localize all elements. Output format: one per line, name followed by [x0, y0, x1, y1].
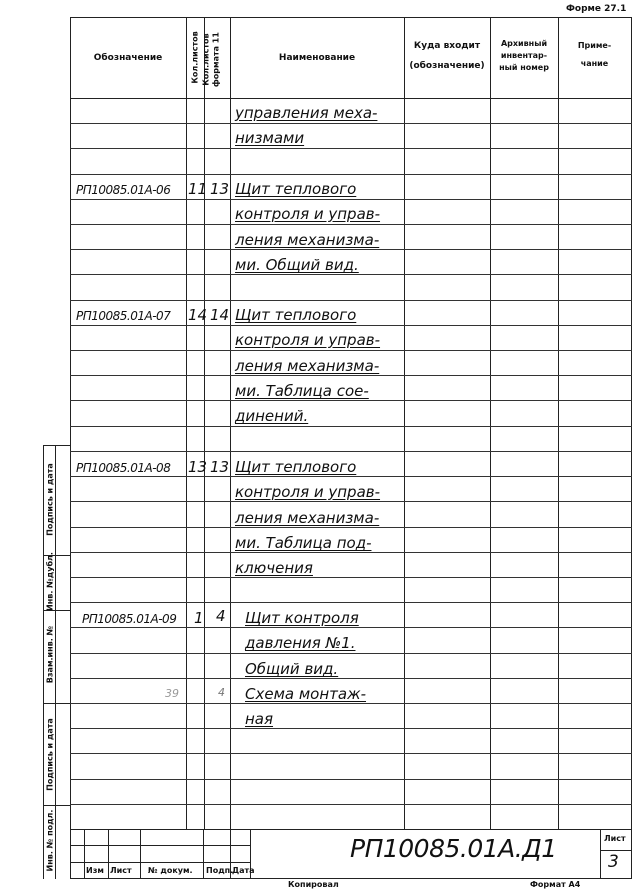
entry-n1: 13	[188, 458, 208, 476]
entry-n2: 13	[210, 458, 230, 476]
row-line	[70, 274, 632, 275]
pencil-mark: 4	[218, 686, 225, 699]
row-line	[70, 577, 632, 578]
doc-code: РП10085.01А.Д1	[350, 834, 557, 863]
row-line	[70, 728, 632, 729]
frame-bottom	[70, 878, 632, 879]
row-line	[70, 199, 632, 200]
entry-code: РП10085.01А-09	[82, 612, 177, 626]
sheet-label: Лист	[604, 834, 626, 843]
side-label-sign-date-top: Подпись и дата	[45, 463, 55, 536]
entry-line: давления №1.	[245, 634, 356, 652]
header-archive: Архивный инвентар- ный номер	[499, 39, 549, 72]
col-doc: № докум.	[148, 866, 193, 875]
side-label-inv-orig: Инв. № подл.	[45, 809, 55, 872]
row-line	[70, 804, 632, 805]
row-line	[70, 779, 632, 780]
row-line	[70, 451, 632, 452]
header-sheet-count: Кол.листов	[190, 31, 200, 84]
row-line	[70, 627, 632, 628]
entry-line: низмами	[235, 129, 305, 147]
entry-line: ми. Таблица под-	[235, 534, 372, 552]
entry-n1: 14	[188, 306, 208, 324]
entry-code: РП10085.01А-07	[76, 309, 171, 323]
col-date: Дата	[232, 866, 255, 875]
entry-line: ления механизма-	[235, 357, 380, 375]
row-line	[70, 552, 632, 553]
side-label-sign-date-bottom: Подпись и дата	[45, 718, 55, 791]
entry-line: ная	[245, 710, 274, 728]
entry-line: ключения	[235, 559, 313, 577]
side-strip-left	[43, 445, 44, 879]
pencil-mark: 39	[165, 687, 179, 700]
entry-line: управления меха-	[235, 104, 378, 122]
row-line	[70, 350, 632, 351]
entry-n2: 4	[216, 607, 226, 625]
entry-line: Общий вид.	[245, 660, 339, 678]
row-line	[70, 325, 632, 326]
entry-line: контроля и управ-	[235, 483, 381, 501]
side-label-vzam-inv: Взам.инв. №	[45, 625, 55, 684]
entry-line: ления механизма-	[235, 509, 380, 527]
entry-line: контроля и управ-	[235, 331, 381, 349]
entry-line: ми. Общий вид.	[235, 256, 359, 274]
frame-top	[70, 17, 632, 18]
entry-line: динений.	[235, 407, 309, 425]
entry-line: Щит теплового	[235, 180, 357, 198]
entry-code: РП10085.01А-06	[76, 183, 171, 197]
row-line	[70, 476, 632, 477]
row-line	[70, 123, 632, 124]
entry-line: Щит теплового	[235, 458, 357, 476]
row-line	[70, 375, 632, 376]
entry-code: РП10085.01А-08	[76, 461, 171, 475]
side-label-inv-dubl: Инв. №дубл.	[45, 552, 55, 611]
header-designation: Обозначение	[93, 53, 163, 63]
entry-line: ления механизма-	[235, 231, 380, 249]
entry-line: контроля и управ-	[235, 205, 381, 223]
col-list: Лист	[110, 866, 132, 875]
row-line	[70, 753, 632, 754]
row-line	[70, 501, 632, 502]
footer-format: Формат А4	[530, 880, 581, 889]
entry-n1: 11	[188, 180, 208, 198]
header-bottom	[70, 98, 632, 99]
header-note: Приме- чание	[577, 41, 612, 68]
row-line	[70, 703, 632, 704]
header-name: Наименование	[278, 53, 356, 63]
header-sheet-count-format: Кол.листов формата 11	[201, 32, 220, 88]
entry-line: Щит теплового	[235, 306, 357, 324]
footer-copied: Копировал	[288, 880, 339, 889]
entry-n1: 1	[194, 609, 204, 627]
row-line	[70, 400, 632, 401]
frame-right	[631, 17, 632, 879]
form-label: Форме 27.1	[566, 4, 627, 14]
row-line	[70, 174, 632, 175]
col-sign: Подп.	[206, 866, 234, 875]
entry-n2: 13	[210, 180, 230, 198]
row-line	[70, 148, 632, 149]
header-where-included: Куда входит (обозначение)	[409, 41, 485, 71]
row-line	[70, 426, 632, 427]
row-line	[70, 224, 632, 225]
entry-n2: 14	[210, 306, 230, 324]
entry-line: ми. Таблица сое-	[235, 382, 369, 400]
entry-line: Схема монтаж-	[245, 685, 367, 703]
sheet-number: 3	[608, 852, 619, 872]
row-line	[70, 249, 632, 250]
row-line	[70, 678, 632, 679]
row-line	[70, 300, 632, 301]
title-block-top	[70, 829, 632, 830]
col-izm: Изм	[86, 866, 104, 875]
row-line	[70, 527, 632, 528]
row-line	[70, 602, 632, 603]
side-strip-mid	[55, 445, 56, 879]
frame-left	[70, 17, 71, 879]
row-line	[70, 653, 632, 654]
entry-line: Щит контроля	[245, 609, 359, 627]
